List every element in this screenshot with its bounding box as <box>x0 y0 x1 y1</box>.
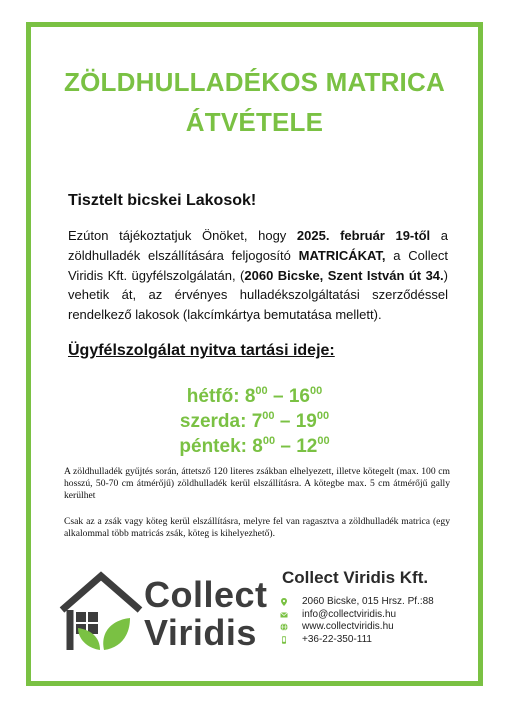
title-line-2: ÁTVÉTELE <box>185 107 324 137</box>
opening-hours <box>26 384 483 459</box>
hours-row-friday <box>26 434 483 459</box>
greeting: Tisztelt bicskei Lakosok! <box>68 192 257 209</box>
title-line-1: ZÖLDHULLADÉKOS MATRICA <box>64 67 445 97</box>
close-minute: 00 <box>309 385 323 397</box>
open-hour: 8 <box>252 436 263 457</box>
close-hour: 16 <box>288 386 310 407</box>
close-minute: 00 <box>317 435 330 447</box>
address-text: 2060 Bicske, 015 Hrsz. Pf.:88 <box>302 596 434 607</box>
website-text[interactable]: www.collectviridis.hu <box>302 621 394 632</box>
open-minute: 00 <box>262 410 275 422</box>
close-minute: 00 <box>316 410 330 422</box>
contact-email[interactable] <box>280 609 434 622</box>
open-hour: 7 <box>251 411 263 432</box>
logo-word-1: Collect <box>144 574 268 615</box>
company-logo <box>56 566 276 666</box>
house-leaf-icon <box>56 566 146 666</box>
intro-text-2: a zöldhulladék elszállítására feljogosító <box>68 228 449 263</box>
opening-hours-title: Ügyfélszolgálat nyitva tartási ideje: <box>68 342 335 359</box>
close-hour: 19 <box>295 411 317 432</box>
start-date: 2025. február 19-től <box>296 228 431 243</box>
hours-row-monday <box>26 384 483 409</box>
close-hour: 12 <box>296 436 318 457</box>
page-title <box>26 62 483 142</box>
hours-row-wednesday <box>26 409 483 434</box>
day-label: hétfő: <box>186 386 240 407</box>
open-minute: 00 <box>262 435 276 447</box>
intro-text-3: a Collect Viridis Kft. ügyfélszolgálatán, ( <box>68 247 448 283</box>
phone-text[interactable]: +36-22-350-111 <box>302 633 372 645</box>
open-minute: 00 <box>255 385 268 397</box>
email-icon <box>280 611 288 619</box>
range-separator: – <box>280 436 291 457</box>
company-name: Collect Viridis Kft. <box>282 568 429 587</box>
email-text[interactable]: info@collectviridis.hu <box>302 608 397 620</box>
contact-address <box>280 596 434 609</box>
intro-text-4: ) vehetik át, az érvényes hulladékszolgáltatási szerződéssel rendelkező lakosok (lakcímkártya bemutatása mellett). <box>68 267 448 323</box>
range-separator: – <box>272 386 284 407</box>
globe-icon <box>280 623 288 631</box>
contact-website[interactable] <box>280 621 434 634</box>
range-separator: – <box>279 411 291 432</box>
office-address: 2060 Bicske, Szent István út 34. <box>244 267 444 283</box>
contact-phone[interactable] <box>280 634 434 647</box>
intro-text-1: Ezúton tájékoztatjuk Önöket, hogy <box>68 228 297 243</box>
logo-wordmark <box>144 576 268 652</box>
day-label: péntek: <box>179 436 247 457</box>
collection-note: A zöldhulladék gyűjtés során, áttetsző 120 literes zsákban elhelyezett, illetve kötegelt (max. 100 cm hosszú, 50-70 cm átmérőjű) zöldhulladék kerül elszállításra. A kötegbe max. 5 cm átmérőjű gally kerülhet <box>64 466 450 502</box>
intro-paragraph <box>68 226 448 325</box>
logo-word-2: Viridis <box>144 612 257 653</box>
phone-icon <box>280 636 288 644</box>
day-label: szerda: <box>179 411 247 432</box>
stickers-word: MATRICÁKAT, <box>298 247 386 263</box>
location-pin-icon <box>280 598 288 606</box>
sticker-note: Csak az a zsák vagy köteg kerül elszállításra, melyre fel van ragasztva a zöldhulladék matrica (egy alkalommal több matricás zsák, köteg is kihelyezhető). <box>64 516 450 540</box>
open-hour: 8 <box>244 386 256 407</box>
contact-list <box>280 596 434 646</box>
